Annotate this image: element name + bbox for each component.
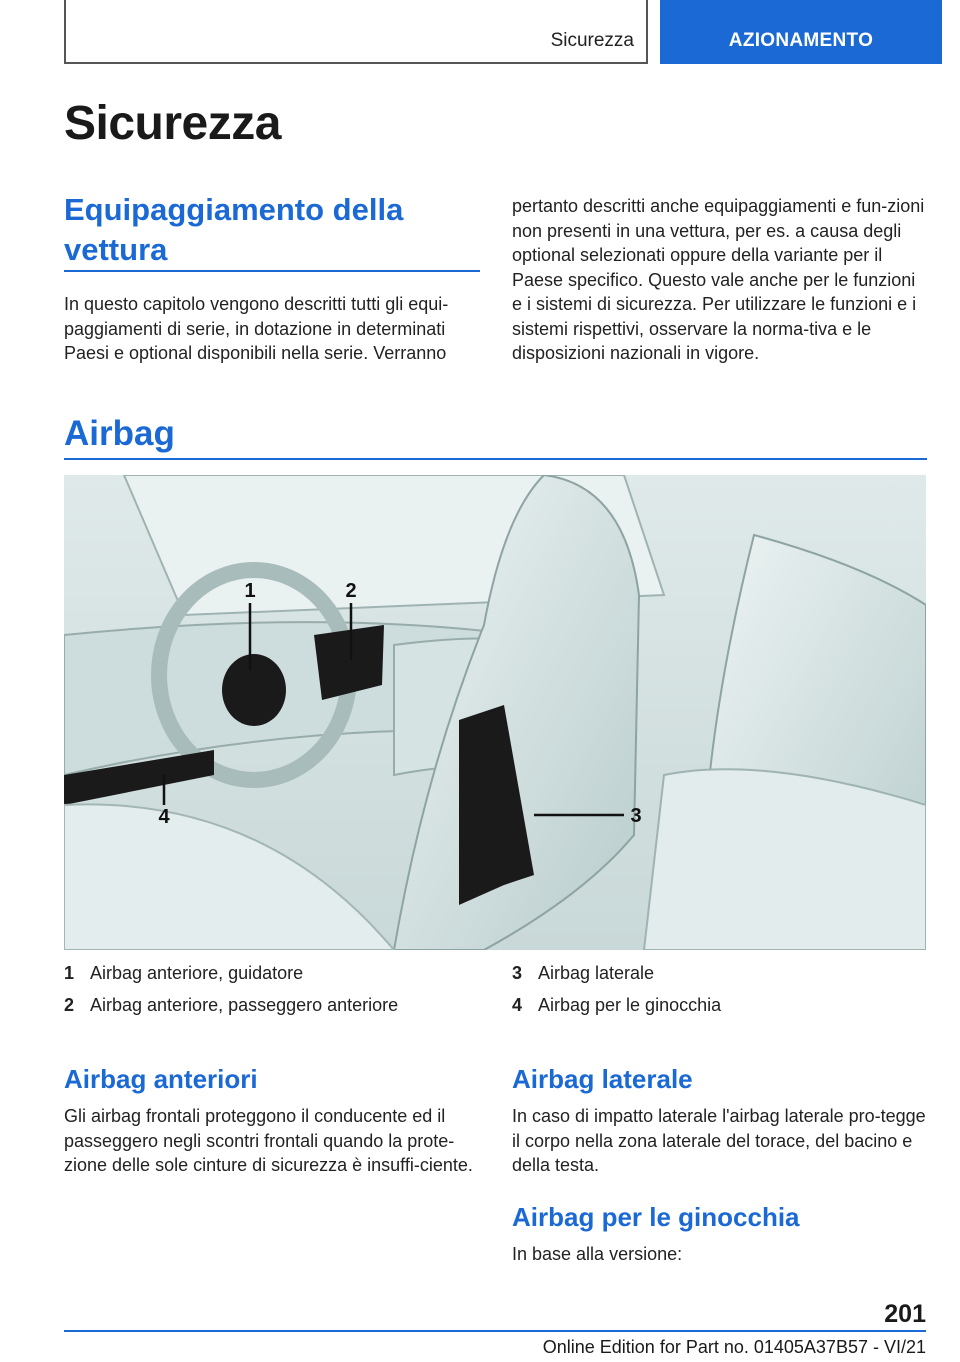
legend-item [64,995,398,1021]
legend-number: 3 [512,963,523,983]
knee-airbag-text: In base alla versione: [512,1244,683,1264]
equipment-text-right: pertanto descritti anche equipaggiamenti e fun-zioni non presenti in una vettura, per es. a causa degli optional selezionati oppure della variante per il Paese specifico. Questo vale anche per le funzioni e i sistemi di sicurezza. Per utilizzare le funzioni e i sistemi rispettivi, osservare la norma-tiva e le disposizioni nazionali in vigore. [512,196,925,363]
airbag-heading-rule [64,458,927,460]
equipment-text-left: In questo capitolo vengono descritti tutti gli equi-paggiamenti di serie, in dotazione in determinati Paesi e optional disponibili nella serie. Verranno [64,294,449,363]
edition-text: Online Edition for Part no. 01405A37B57 - VI/21 [542,1337,926,1357]
legend-label: Airbag anteriore, guidatore [90,963,304,983]
side-airbag-text: In caso di impatto laterale l'airbag laterale pro-tegge il corpo nella zona laterale del torace, del bacino e della testa. [512,1106,926,1175]
callout-3: 3 [630,805,642,827]
callout-1: 1 [244,580,256,602]
legend-number: 4 [512,995,523,1015]
legend-item [512,963,654,989]
header-section-label: Sicurezza [550,30,634,51]
page-title: Sicurezza [64,97,281,150]
header-chapter-label: AZIONAMENTO [728,30,874,51]
legend-label: Airbag laterale [538,963,655,983]
airbag-heading: Airbag [64,414,175,453]
legend-number: 1 [64,963,75,983]
front-airbags-text: Gli airbag frontali proteggono il conducente ed il passeggero negli scontri frontali quando la prote-zione delle sole cinture di sicurezza è insuffi-ciente. [64,1106,473,1175]
knee-airbag-heading: Airbag per le ginocchia [512,1202,800,1232]
airbag-illustration [64,475,926,950]
front-airbags-heading: Airbag anteriori [64,1064,258,1094]
callout-4: 4 [158,806,170,828]
callout-2: 2 [345,580,357,602]
side-airbag-heading: Airbag laterale [512,1064,693,1094]
legend-item [64,963,303,989]
legend-number: 2 [64,995,75,1015]
footer-rule [64,1330,926,1332]
header-chapter-tab[interactable] [660,0,942,64]
legend-item [512,995,721,1021]
legend-label: Airbag anteriore, passeggero anteriore [90,995,399,1015]
page-number: 201 [884,1300,926,1328]
equipment-heading-rule [64,270,480,272]
legend-label: Airbag per le ginocchia [538,995,722,1015]
equipment-heading: Equipaggiamento della vettura [64,192,404,267]
header-section-tab [64,0,648,64]
